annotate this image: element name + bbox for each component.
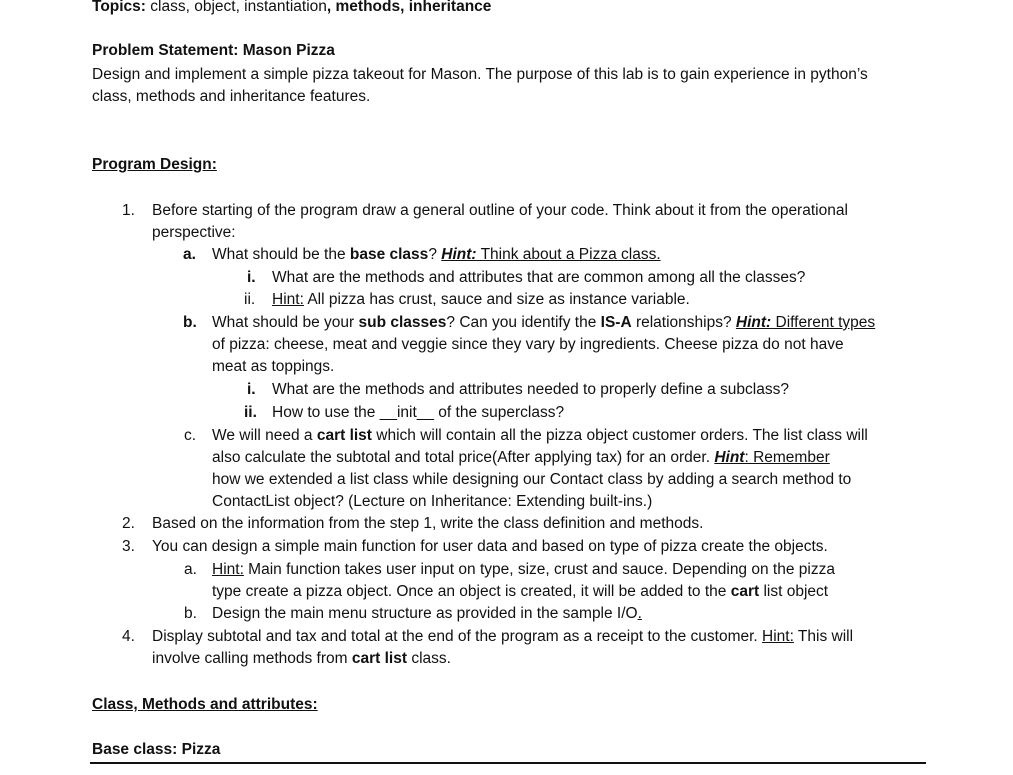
item-1-line-1: Before starting of the program draw a general outline of your code. Think about it from the operational [152,202,848,219]
item-1b-bold: sub classes [358,314,447,331]
item-4-hint: Hint: [762,628,794,645]
section-divider [90,762,926,764]
item-3b-line [212,604,642,624]
item-1b-line-1 [212,313,875,333]
item-4-line2-pre: involve calling methods from [152,650,352,667]
item-4-marker: 4. [122,628,135,645]
item-4-line1-tail: This will [793,628,854,645]
item-1a-mid: ? [428,246,442,263]
item-2-text: Based on the information from the step 1, write the class definition and methods. [152,515,704,532]
item-1a-ii-hint: Hint: [272,291,304,308]
item-3a-line-2 [212,582,828,602]
topics-text: class, object, instantiation [145,0,327,15]
item-1a-line [212,245,661,265]
item-3a-line1-text: Main function takes user input on type, size, crust and sauce. Depending on the pizza [243,561,835,578]
item-4-line-2 [152,649,451,669]
item-3a-marker: a. [184,561,197,578]
item-4-line2-tail: class. [407,650,451,667]
topics-label: Topics: [92,0,146,15]
item-4-bold: cart list [351,650,408,667]
item-3b-marker: b. [184,605,197,622]
item-1c-tail: which will contain all the pizza object customer orders. The list class will [371,427,868,444]
problem-line-1: Design and implement a simple pizza takeout for Mason. The purpose of this lab is to gain experience in python’s [92,66,868,83]
item-1c-marker: c. [184,427,197,444]
base-class-heading: Base class: Pizza [92,741,221,758]
item-3a-line2-pre: type create a pizza object. Once an object is created, it will be added to the [212,583,731,600]
item-3b-text: Design the main menu structure as provided in the sample I/O [212,605,638,622]
item-3-text: You can design a simple main function for user data and based on type of pizza create the objects. [152,538,828,555]
item-3b-dot: . [637,605,642,622]
item-1c-line-3: how we extended a list class while designing our Contact class by adding a search method to [212,471,852,488]
item-1a-marker: a. [183,246,196,263]
item-1a-i-marker: i. [247,269,256,286]
item-1c-line-2 [212,448,830,468]
item-3-marker: 3. [122,538,135,555]
item-1b-bold2: IS-A [600,314,632,331]
item-1b-ii-text: How to use the __init__ of the superclass? [272,404,565,421]
item-1c-line-4: ContactList object? (Lecture on Inheritance: Extending built-ins.) [212,493,653,510]
item-2-marker: 2. [122,515,135,532]
item-1b-i-marker: i. [247,381,256,398]
problem-heading: Problem Statement: Mason Pizza [92,42,335,59]
item-1b-ii-marker: ii. [244,404,257,421]
item-1b-marker: b. [183,314,197,331]
item-1a-ii-text: All pizza has crust, sauce and size as instance variable. [303,291,690,308]
topics-line [92,0,491,17]
item-1c-bold: cart list [316,427,372,444]
item-1a-ii-marker: ii. [244,291,256,308]
item-3a-bold: cart [730,583,760,600]
item-1-marker: 1. [122,202,135,219]
item-1b-line-3: meat as toppings. [212,358,335,375]
item-1c-hint: Hint [714,449,745,466]
item-1-line-2: perspective: [152,224,236,241]
item-1a-hint: Hint: [441,246,477,263]
item-1a-i-text: What are the methods and attributes that are common among all the classes? [272,269,806,286]
item-4-line1-pre: Display subtotal and tax and total at the end of the program as a receipt to the customer. [152,628,763,645]
item-1b-mid: ? Can you identify the [446,314,601,331]
item-1b-hint: Hint: [735,314,772,331]
item-1c-line-1 [212,426,868,446]
program-design-heading: Program Design: [92,156,217,173]
item-1a-pre: What should be the [212,246,350,263]
item-4-line-1 [152,627,853,647]
item-3a-line2-tail: list object [759,583,829,600]
item-1b-mid2: relationships? [631,314,736,331]
item-1a-ii-line [272,290,690,310]
class-methods-heading: Class, Methods and attributes: [92,696,318,713]
item-1b-tail: Different types [771,314,876,331]
item-3a-line-1 [212,560,835,580]
item-1c-line2-pre: also calculate the subtotal and total price(After applying tax) for an order. [212,449,715,466]
item-1a-tail: Think about a Pizza class. [476,246,661,263]
item-1c-line2-tail: : Remember [744,449,830,466]
item-1b-pre: What should be your [212,314,359,331]
problem-line-2: class, methods and inheritance features. [92,88,371,105]
item-1c-pre: We will need a [212,427,317,444]
topics-bold-tail: , methods, inheritance [326,0,492,15]
item-1a-bold: base class [349,246,429,263]
item-3a-hint: Hint: [212,561,244,578]
item-1b-line-2: of pizza: cheese, meat and veggie since they vary by ingredients. Cheese pizza do not have [212,336,844,353]
item-1b-i-text: What are the methods and attributes needed to properly define a subclass? [272,381,789,398]
